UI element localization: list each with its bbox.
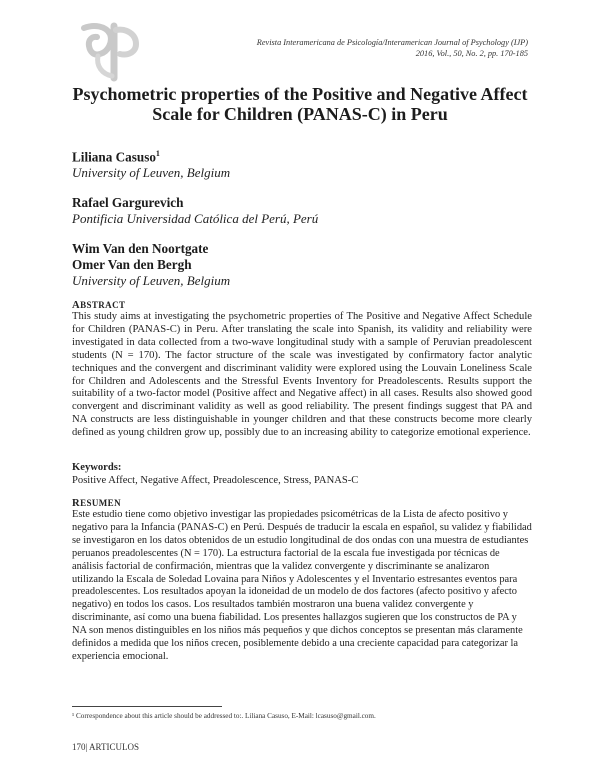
abstract-heading: ABSTRACT bbox=[72, 300, 126, 311]
paper-title bbox=[60, 84, 540, 124]
author-affiliation: University of Leuven, Belgium bbox=[72, 273, 231, 289]
resumen-text: Este estudio tiene como objetivo investigar las propiedades psicométricas de la Lista de afecto positivo y negativo para la Infancia (PANAS-C) en Perú. Después de traducir la escala en español, su validez y fiabilidad se investigaron en los datos obtenidos de un estudio longitudinal de dos ondas con una muestra de estudiantes peruanos preadolescentes (N = 170). La estructura factorial de la escala fue investigada por técnicas de análisis factorial de confirmación, mientras que la validez convergente y discriminante se analizaron utilizando la Escala de Soledad Lovaina para Niños y Adolescentes y el Inventario estresantes eventos para preadolescentes. Los resultados apoyan la idoneidad de un modelo de dos factores (afecto positivo y afecto negativo) en todos los casos. Los resultados también mostraron una buena validez convergente y discriminante, así como una buena fiabilidad. Los presentes hallazgos sugieren que los constructos de PA y NA son menos distinguibles en los niños más pequeños y que dichos conceptos se presentan más claramente definidos a medida que los niños crecen, posiblemente debido a una creciente capacidad para categorizar la experiencia emocional. bbox=[72, 509, 532, 662]
keywords-section bbox=[72, 461, 532, 487]
title-line-2: Scale for Children (PANAS-C) in Peru bbox=[152, 104, 448, 124]
author-block bbox=[72, 195, 542, 227]
author-list bbox=[72, 146, 542, 303]
author-block bbox=[72, 241, 542, 289]
journal-header bbox=[257, 37, 528, 59]
author-affiliation: Pontificia Universidad Católica del Perú, Perú bbox=[72, 211, 319, 227]
author-affiliation: University of Leuven, Belgium bbox=[72, 165, 231, 181]
footnote-divider bbox=[72, 706, 222, 707]
title-line-1: Psychometric properties of the Positive and Negative Affect bbox=[72, 84, 528, 104]
resumen-section bbox=[72, 498, 532, 664]
resumen-heading: RESUMEN bbox=[72, 498, 121, 509]
author-name: Wim Van den Noortgate bbox=[72, 241, 209, 257]
page-footer: 170| ARTICULOS bbox=[72, 742, 140, 752]
journal-volume: 2016, Vol., 50, No. 2, pp. 170-185 bbox=[415, 49, 528, 58]
journal-logo-icon bbox=[80, 22, 142, 82]
abstract-section bbox=[72, 300, 532, 440]
footnote-marker: 1 bbox=[155, 149, 160, 158]
author-name: Liliana Casuso$^1$ bbox=[72, 149, 160, 165]
footnote: ¹ Correspondence about this article should be addressed to:. Liliana Casuso, E-Mail: lcasuso@gmail.com. bbox=[72, 712, 376, 720]
abstract-text: This study aims at investigating the psychometric properties of The Positive and Negative Affect Schedule for Children (PANAS-C) in Peru. After translating the scale into Spanish, its validity and reliability were investigated in data collected from a two-wave longitudinal study with a sample of Peruvian preadolescent students (N = 170). The factor structure of the scale was investigated by confirmatory factor analytic techniques and the convergent and discriminant validity were explored using the Louvain Loneliness Scale for Children and Adolescents and the Stressful Events Inventory for Preadolescents. Results support the suitability of a two-factor model (Positive affect and Negative affect) in all cases. Results also showed good convergent and discriminant validity as well as good reliability. The present findings suggest that PA and NA constructs are less distinguishable in younger children and that these constructs become more clearly defined as young children grow up, possibly due to an increasing ability to categorize emotional experience. bbox=[72, 311, 532, 439]
author-block bbox=[72, 146, 542, 181]
keywords-heading: Keywords: bbox=[72, 462, 122, 473]
keywords-text: Positive Affect, Negative Affect, Preadolescence, Stress, PANAS-C bbox=[72, 475, 359, 486]
author-name: Omer Van den Bergh bbox=[72, 257, 192, 273]
journal-name: Revista Interamericana de Psicología/Interamerican Journal of Psychology (IJP) bbox=[256, 38, 528, 47]
author-name: Rafael Gargurevich bbox=[72, 195, 184, 211]
